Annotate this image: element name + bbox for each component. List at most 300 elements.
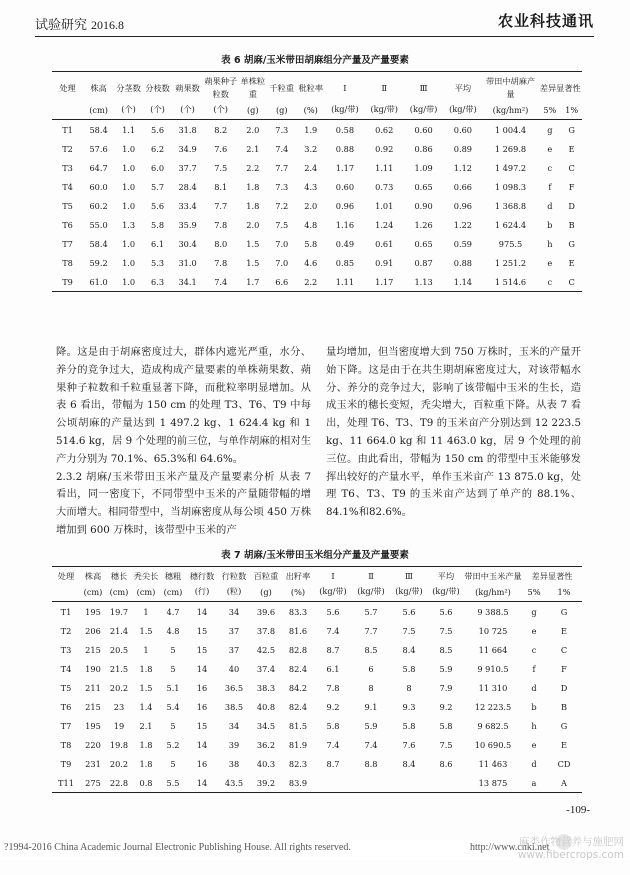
table-cell: 1 497.2 xyxy=(494,162,527,173)
unit-cell: (kg/带) xyxy=(432,586,460,596)
table-cell: G xyxy=(561,120,582,140)
header-cell: 穗粗 xyxy=(160,567,186,587)
table-cell: 1.8 xyxy=(139,663,153,674)
table-cell: 5 xyxy=(170,663,176,674)
table-cell: 5.8 xyxy=(402,720,416,731)
table-cell: 1 368.8 xyxy=(494,200,527,211)
table-cell: d xyxy=(547,200,553,211)
table-cell: 8.7 xyxy=(326,644,340,655)
watermark-title: 麻类作物营养与施肥网 xyxy=(519,836,624,848)
table-cell: 33.4 xyxy=(178,200,197,211)
table-cell: 8.5 xyxy=(439,644,453,655)
table-cell: 34.5 xyxy=(256,720,276,731)
table-cell: 1.14 xyxy=(443,272,482,292)
table-cell: 5 xyxy=(170,720,176,731)
table-cell: T3 xyxy=(62,162,73,173)
table-cell: 0.92 xyxy=(375,143,394,154)
table-cell: 1.01 xyxy=(375,200,394,211)
table-row xyxy=(52,640,582,659)
table-cell: 0.65 xyxy=(414,238,433,249)
table-row xyxy=(52,735,582,754)
table-cell: 4.8 xyxy=(166,625,180,636)
table-cell: 5.4 xyxy=(166,701,180,712)
table6-unit-row xyxy=(52,104,582,120)
unit-cell: (个) xyxy=(150,104,165,114)
table-row xyxy=(52,158,582,177)
table-cell: 1 624.4 xyxy=(494,219,527,230)
table-cell: 231 xyxy=(85,758,101,769)
table-cell: B xyxy=(568,219,575,230)
table-cell: 6.2 xyxy=(151,143,165,154)
table-cell: 9 910.5 xyxy=(477,663,509,674)
header-cell: 单株粒重 xyxy=(238,72,267,105)
unit-cell: (kg/hm²) xyxy=(492,104,529,115)
table-cell: 58.4 xyxy=(83,120,114,140)
table-cell: 36.2 xyxy=(256,739,276,750)
table-cell: 28.4 xyxy=(178,181,197,192)
table-cell: 5 xyxy=(170,758,176,769)
journal-logo-text: 农业科技通讯 xyxy=(497,12,594,30)
table-cell: 7.0 xyxy=(275,257,289,268)
table-cell xyxy=(428,773,464,793)
table-cell: 0.96 xyxy=(453,200,473,211)
table-cell: 2.2 xyxy=(246,162,260,173)
header-cell: 行粒数 xyxy=(218,567,250,587)
header-cell: 分茎数 xyxy=(114,72,143,105)
table-cell: 1.4 xyxy=(139,701,153,712)
table-cell: 30.4 xyxy=(178,238,197,249)
issue-date: 2016.8 xyxy=(91,18,125,32)
table-cell: b xyxy=(547,219,553,230)
table-cell: b xyxy=(531,701,537,712)
table6-header-row xyxy=(52,72,582,105)
table-cell: 1.5 xyxy=(246,257,260,268)
table-cell: 1.8 xyxy=(246,181,260,192)
unit-cell: (kg/带) xyxy=(331,104,359,114)
table-cell: 5.5 xyxy=(160,773,186,793)
table-cell: T5 xyxy=(62,200,73,211)
table-row xyxy=(52,215,582,234)
table-cell: 1 xyxy=(132,602,160,622)
table7-caption: 表 7 胡麻/玉米带田玉米组分产量及产量要素 xyxy=(221,550,409,561)
table-cell: 16 xyxy=(196,701,208,712)
table-cell: 7.4 xyxy=(364,739,378,750)
table-cell: 5 xyxy=(170,644,176,655)
table-cell: 7.5 xyxy=(214,162,228,173)
header-cell: 千粒重 xyxy=(267,72,296,105)
table-row xyxy=(52,621,582,640)
table-cell: 7.5 xyxy=(439,739,453,750)
table-cell: 4.6 xyxy=(304,257,318,268)
table-cell: 5.6 xyxy=(314,602,352,622)
table-cell: T6 xyxy=(60,701,72,712)
header-cell: 差异显著性 xyxy=(522,567,582,587)
table-cell: 5.9 xyxy=(439,663,453,674)
unit-cell: 1% xyxy=(565,104,579,115)
table-cell: 0.59 xyxy=(453,238,473,249)
table-cell: 61.0 xyxy=(83,272,114,292)
cnki-link[interactable]: http://www.cnki.net xyxy=(470,842,550,853)
table-cell: 39 xyxy=(228,739,240,750)
unit-cell: (cm) xyxy=(83,586,103,597)
table-cell: 8.1 xyxy=(214,181,228,192)
table-cell: 83.9 xyxy=(282,773,314,793)
table-cell: 1.12 xyxy=(453,162,473,173)
table-cell: 0.61 xyxy=(375,238,394,249)
table-cell: T4 xyxy=(60,663,72,674)
unit-cell: 5% xyxy=(543,104,557,115)
table-cell: 8 xyxy=(368,682,374,693)
header-cell: Ⅰ xyxy=(314,567,352,587)
table-cell: 5.8 xyxy=(151,219,165,230)
table-cell xyxy=(390,773,428,793)
table-cell: E xyxy=(561,739,567,750)
table-cell: 5.7 xyxy=(352,602,390,622)
header-cell: 差异显著性 xyxy=(538,72,582,105)
table-cell: 5.6 xyxy=(143,120,172,140)
header-cell: 秃尖长 xyxy=(132,567,160,587)
table-cell: 7.2 xyxy=(275,200,289,211)
table-cell: 4.3 xyxy=(304,181,318,192)
table-cell: G xyxy=(560,720,568,731)
table-cell: 211 xyxy=(85,682,101,693)
table-cell: 7.7 xyxy=(214,200,228,211)
table-cell: f xyxy=(532,663,536,674)
unit-cell: (kg/带) xyxy=(395,586,423,596)
table-cell: 37 xyxy=(228,625,240,636)
table-cell: 60.2 xyxy=(89,200,108,211)
table-cell: 23 xyxy=(113,701,125,712)
table6 xyxy=(52,71,582,292)
table-cell: 1.0 xyxy=(122,143,136,154)
table-cell: 0.58 xyxy=(325,120,364,140)
table-cell: 1.5 xyxy=(139,682,153,693)
unit-cell: (kg/带) xyxy=(357,586,385,596)
unit-cell: (cm) xyxy=(89,104,108,115)
watermark-url: www.fibercrops.com xyxy=(517,849,624,861)
table-cell: 1.8 xyxy=(246,200,260,211)
table-cell: T3 xyxy=(60,644,72,655)
header-cell: Ⅰ xyxy=(325,72,364,105)
unit-cell: (%) xyxy=(303,104,318,115)
table-cell: 9.2 xyxy=(326,701,340,712)
unit-cell: (个) xyxy=(180,104,195,114)
header-cell: Ⅱ xyxy=(352,567,390,587)
table-cell: G xyxy=(568,238,575,249)
table-cell: 190 xyxy=(85,663,101,674)
header-rule xyxy=(35,36,594,37)
table-cell: e xyxy=(547,257,553,268)
table-cell: 7.3 xyxy=(267,120,296,140)
table-cell: 81.9 xyxy=(288,739,308,750)
table-cell: 0.90 xyxy=(414,200,433,211)
table-cell: 1 xyxy=(143,644,149,655)
table-cell: 37.4 xyxy=(256,663,276,674)
table-cell: 19 xyxy=(113,720,125,731)
header-cell: 带田中胡麻产量 xyxy=(483,72,539,105)
table-cell: 5.2 xyxy=(166,739,180,750)
running-header-left xyxy=(35,14,124,33)
unit-cell: (kg/hm²) xyxy=(475,586,511,597)
table-cell: 6.3 xyxy=(143,272,172,292)
body-right-column xyxy=(326,344,581,522)
table-cell: C xyxy=(560,644,568,655)
unit-cell: (kg/带) xyxy=(449,104,477,114)
paragraph-2: 2.3.2 胡麻/玉米带田玉米产量及产量要素分析 从表 7 看出，同一密度下，不同带型中玉米的产量随带幅的增大而增大。相同带型中，当胡麻密度从每公顷 450 万株增加到 600 万株时，该带型中玉米的产 xyxy=(56,470,311,536)
table-cell: 35.9 xyxy=(178,219,197,230)
table-cell: 10 725 xyxy=(478,625,508,636)
table-cell: 8.6 xyxy=(439,758,453,769)
table-cell: 57.6 xyxy=(89,143,108,154)
table-cell: a xyxy=(522,773,546,793)
table-cell: 9.3 xyxy=(402,701,416,712)
header-cell: 平均 xyxy=(428,567,464,587)
unit-cell: (粒) xyxy=(226,586,242,596)
table-cell: T5 xyxy=(60,682,72,693)
table-cell: 7.6 xyxy=(214,143,228,154)
table-cell: 15 xyxy=(196,720,208,731)
table-cell: 5.6 xyxy=(151,200,165,211)
unit-cell: (g) xyxy=(246,104,259,115)
table-cell: 20.2 xyxy=(109,758,129,769)
table-cell: 0.88 xyxy=(335,143,355,154)
table-cell: 1.24 xyxy=(375,219,394,230)
table-cell: 1 269.8 xyxy=(494,143,527,154)
table-cell: 1.16 xyxy=(335,219,355,230)
table-cell: 37 xyxy=(228,644,240,655)
table-cell: 1.0 xyxy=(114,272,143,292)
table-cell: 6.6 xyxy=(267,272,296,292)
table-cell: 34.1 xyxy=(172,272,203,292)
table-cell: 1.3 xyxy=(122,219,136,230)
table-cell: 14 xyxy=(186,602,218,622)
table-cell: 40.8 xyxy=(256,701,276,712)
table-cell: T11 xyxy=(52,773,80,793)
table-cell: 5.8 xyxy=(304,238,318,249)
table-cell: 0.89 xyxy=(453,143,473,154)
table-cell: 60.0 xyxy=(89,181,108,192)
table-row xyxy=(52,196,582,215)
table-cell: 81.5 xyxy=(288,720,308,731)
table-cell: 195 xyxy=(80,602,106,622)
table-cell: 2.1 xyxy=(246,143,260,154)
table-cell: 1.09 xyxy=(414,162,433,173)
table-cell: 7.8 xyxy=(326,682,340,693)
table-cell: T2 xyxy=(62,143,73,154)
table-cell: 6.1 xyxy=(151,238,165,249)
table-cell: 20.2 xyxy=(109,682,129,693)
table-cell: G xyxy=(546,602,582,622)
table-cell: 1.17 xyxy=(365,272,404,292)
table-cell: 21.4 xyxy=(109,625,129,636)
section-label: 试验研究 xyxy=(35,18,88,33)
table-row xyxy=(52,697,582,716)
table-cell: 2.1 xyxy=(139,720,153,731)
table-cell: 8.8 xyxy=(364,758,378,769)
unit-cell: (g) xyxy=(260,586,272,597)
table-cell: 1.11 xyxy=(375,162,394,173)
table7-header-row xyxy=(52,567,582,587)
header-cell: 穗长 xyxy=(106,567,132,587)
table-cell: 5.6 xyxy=(428,602,464,622)
table-cell: 42.5 xyxy=(256,644,276,655)
table-cell: 7.5 xyxy=(402,625,416,636)
table-cell: 82.3 xyxy=(288,758,308,769)
table-cell: 2.2 xyxy=(296,272,325,292)
table-cell: T2 xyxy=(60,625,72,636)
table-cell: 7.7 xyxy=(364,625,378,636)
table-cell: B xyxy=(560,701,568,712)
unit-cell: (个) xyxy=(213,104,228,114)
table-cell: T7 xyxy=(62,238,73,249)
table-cell: 21.5 xyxy=(109,663,129,674)
table-cell: g xyxy=(538,120,561,140)
table-cell: 39.2 xyxy=(250,773,282,793)
table-cell: c xyxy=(531,644,537,655)
table-cell: e xyxy=(547,143,553,154)
table-cell: 82.8 xyxy=(288,644,308,655)
table-row xyxy=(52,120,582,140)
unit-cell: (cm) xyxy=(136,586,156,597)
table-cell: 82.4 xyxy=(288,701,308,712)
table-cell: 19.8 xyxy=(109,739,129,750)
table-cell: 1.0 xyxy=(122,257,136,268)
table-cell: 34 xyxy=(218,602,250,622)
table-cell: 55.0 xyxy=(89,219,108,230)
table-row xyxy=(52,234,582,253)
table-row xyxy=(52,272,582,292)
table-cell: 7.8 xyxy=(214,219,228,230)
table-cell: 1.5 xyxy=(139,625,153,636)
table-cell: 40.3 xyxy=(256,758,276,769)
table-cell: 10 690.5 xyxy=(474,739,512,750)
table-cell: CD xyxy=(557,758,571,769)
table-cell: 20.5 xyxy=(109,644,129,655)
table-cell: 0.8 xyxy=(132,773,160,793)
table-cell: 9.2 xyxy=(439,701,453,712)
table-cell: 1.22 xyxy=(453,219,473,230)
table-row xyxy=(52,678,582,697)
table-cell: T1 xyxy=(52,602,80,622)
table-cell: d xyxy=(531,682,537,693)
table-cell xyxy=(352,773,390,793)
table-cell: 5.1 xyxy=(166,682,180,693)
table7 xyxy=(52,566,582,793)
header-cell: 处理 xyxy=(52,567,80,587)
table-cell: 275 xyxy=(80,773,106,793)
header-cell: 蒴果种子粒数 xyxy=(203,72,238,105)
table-cell: 9 682.5 xyxy=(477,720,509,731)
table-cell: 7.8 xyxy=(214,257,228,268)
table-cell: 215 xyxy=(85,644,101,655)
table-cell: 14 xyxy=(186,773,218,793)
table6-caption: 表 6 胡麻/玉米带田胡麻组分产量及产量要素 xyxy=(221,55,409,66)
table-cell: 3.2 xyxy=(304,143,318,154)
unit-cell: 1% xyxy=(557,586,571,597)
table-cell: 8 xyxy=(406,682,412,693)
table-cell: 16 xyxy=(196,758,208,769)
table-cell: 8.2 xyxy=(203,120,238,140)
table-row xyxy=(52,659,582,678)
table-cell: d xyxy=(531,758,537,769)
table-cell xyxy=(314,773,352,793)
table-cell: 40 xyxy=(228,663,240,674)
table-cell: 7.4 xyxy=(326,625,340,636)
table-cell: 2.4 xyxy=(304,162,318,173)
table-row xyxy=(52,177,582,196)
table-cell: T7 xyxy=(60,720,72,731)
table-cell: 15 xyxy=(196,625,208,636)
table-cell: 59.2 xyxy=(89,257,108,268)
table-cell: 7.5 xyxy=(439,625,453,636)
unit-cell: (g) xyxy=(275,104,288,115)
table-row xyxy=(52,602,582,622)
table-cell: 39.6 xyxy=(250,602,282,622)
header-cell: 带田中玉米产量 xyxy=(464,567,522,587)
table-cell: T6 xyxy=(62,219,73,230)
table-cell: 12 223.5 xyxy=(474,701,512,712)
table-cell: 7.0 xyxy=(275,238,289,249)
table-cell: 34.9 xyxy=(178,143,197,154)
table-cell: 1.13 xyxy=(404,272,443,292)
table-cell: 7.6 xyxy=(402,739,416,750)
table-row xyxy=(52,139,582,158)
table-cell: 1.0 xyxy=(122,181,136,192)
table-cell: 2.0 xyxy=(246,219,260,230)
table-cell: 5.8 xyxy=(402,663,416,674)
table-cell: T9 xyxy=(52,272,83,292)
table-cell: D xyxy=(568,200,575,211)
table-cell: 0.88 xyxy=(453,257,473,268)
table-cell: 31.8 xyxy=(172,120,203,140)
table-cell: 0.62 xyxy=(365,120,404,140)
table-cell: 1.17 xyxy=(335,162,355,173)
watermark xyxy=(518,836,624,862)
header-cell: Ⅲ xyxy=(404,72,443,105)
table-cell: 34 xyxy=(228,720,240,731)
table-cell: 0.91 xyxy=(375,257,394,268)
table-cell: 1.7 xyxy=(238,272,267,292)
header-cell: 平均 xyxy=(443,72,482,105)
table-cell: 7.4 xyxy=(203,272,238,292)
body-left-column xyxy=(56,344,311,540)
table-cell: 8.4 xyxy=(402,758,416,769)
table-cell: h xyxy=(531,720,537,731)
table-cell: 7.4 xyxy=(326,739,340,750)
unit-cell: (cm) xyxy=(163,586,183,597)
table-cell: 0.96 xyxy=(335,200,355,211)
table-cell: 0.73 xyxy=(375,181,394,192)
table-cell: D xyxy=(560,682,568,693)
paragraph-3: 量均增加，但当密度增大到 750 万株时，玉米的产量开始下降。这是由于在共生期胡麻密度过大，对该带幅水分、养分的竞争过大，影响了该带幅中玉米的生长，造成玉米的穗长变短，秃尖增大，百粒重下降。从表 7 看出，处理 T6、T3、T9 的玉米亩产分别达到 12 223.5 kg、11 664.0 kg 和 11 463.0 kg，居 9 个处理的前三位。由此看出，带幅为 150 cm 的带型中玉米能够发挥出较好的产量水平，单作玉米亩产 13 875.0 kg，处理 T6、T3、T9 的玉米亩产达到了单产的 88.1%、84.1%和82.6%。 xyxy=(326,346,581,519)
header-cell: 出籽率 xyxy=(282,567,314,587)
table-cell: 58.4 xyxy=(89,238,108,249)
table-cell: 8.7 xyxy=(326,758,340,769)
header-cell: 株高 xyxy=(83,72,114,105)
table-cell: 1.0 xyxy=(122,238,136,249)
table-cell: h xyxy=(547,238,553,249)
table-cell: 81.6 xyxy=(288,625,308,636)
table-cell: 19.7 xyxy=(106,602,132,622)
table-cell: 7.9 xyxy=(439,682,453,693)
table-cell: T8 xyxy=(62,257,73,268)
header-cell: 百粒重 xyxy=(250,567,282,587)
table-cell: 7.3 xyxy=(275,181,289,192)
table-row xyxy=(52,773,582,793)
table-cell: 6.1 xyxy=(326,663,340,674)
header-cell: 处理 xyxy=(52,72,83,105)
table-cell: F xyxy=(561,663,567,674)
